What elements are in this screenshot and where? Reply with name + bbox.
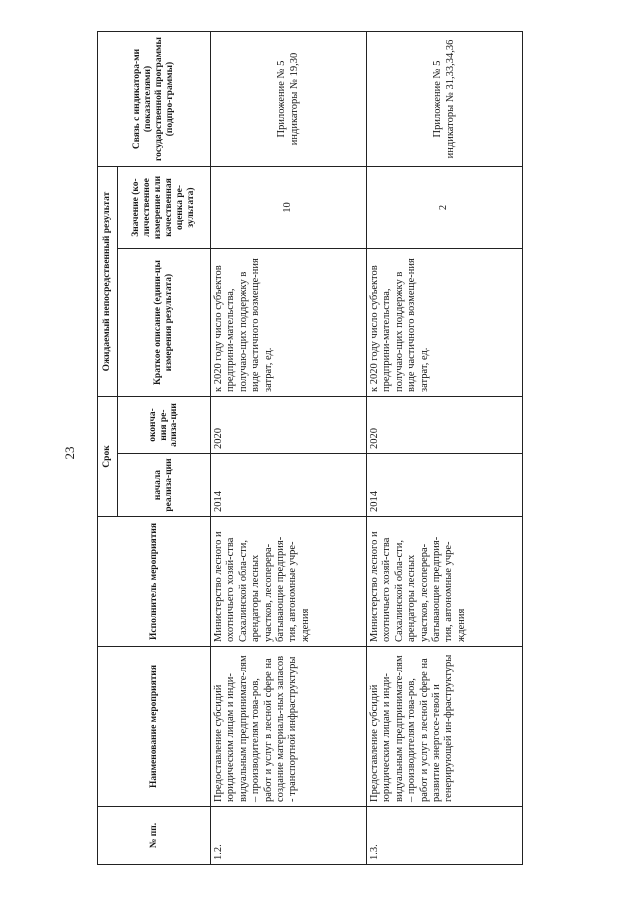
header-row-top	[98, 32, 118, 865]
row-link: Приложение № 5 индикаторы № 19,30	[211, 32, 367, 167]
header-link: Связь с индикатора-ми (показателями) государственной программы (подпро-граммы)	[98, 32, 211, 167]
table-row	[367, 32, 523, 865]
header-result-desc: Краткое описание (едини-цы измерения результата)	[118, 249, 211, 397]
row-desc: к 2020 году число субъектов предприни-мательства, получаю-щих поддержку в виде частичного возмеще-ния затрат, ед.	[367, 249, 523, 397]
header-term-end: оконча-ния ре-ализа-ции	[118, 397, 211, 454]
row-name: Предоставление субсидий юридическим лицам и инди-видуальным предпринимате-лям – производителям това-ров, работ и услуг в лесной сфере на создание материаль-ных запасов - транспортной инфраструктуры	[211, 647, 367, 807]
row-num: 1.2.	[211, 807, 367, 865]
header-term-start: начала реализа-ции	[118, 454, 211, 517]
row-start: 2014	[211, 454, 367, 517]
header-term: Срок	[98, 397, 118, 517]
header-name: Наименование мероприятия	[98, 647, 211, 807]
row-value: 2	[367, 167, 523, 249]
row-num: 1.3.	[367, 807, 523, 865]
header-executor: Исполнитель мероприятия	[98, 517, 211, 647]
row-executor: Министерство лесного и охотничьего хозяй-ства Сахалинской обла-сти, арендаторы лесных участков, лесоперера-батывающие предприя-тия, автономные учре-ждения	[367, 517, 523, 647]
header-num: № пп.	[98, 807, 211, 865]
row-end: 2020	[211, 397, 367, 454]
page-number: 23	[62, 446, 77, 460]
row-value: 10	[211, 167, 367, 249]
table-row	[211, 32, 367, 865]
header-result: Ожидаемый непосредственный результат	[98, 167, 118, 397]
row-name: Предоставление субсидий юридическим лицам и инди-видуальным предпринимате-лям – производителям това-ров, работ и услуг в лесной сфере на развитие энергосе-тевой и генерирующей ин-фраструктуры	[367, 647, 523, 807]
row-start: 2014	[367, 454, 523, 517]
measures-table	[97, 31, 523, 865]
row-link: Приложение № 5 индикаторы № 31,33,34,36	[367, 32, 523, 167]
row-executor: Министерство лесного и охотничьего хозяй-ства Сахалинской обла-сти, арендаторы лесных участков, лесоперера-батывающие предприя-тия, автономные учре-ждения	[211, 517, 367, 647]
rotated-table-container	[97, 32, 522, 865]
header-result-value: Значение (ко-личественное измерение или качественная оценка ре-зультата)	[118, 167, 211, 249]
row-desc: к 2020 году число субъектов предприни-мательства, получаю-щих поддержку в виде частичного возмеще-ния затрат, ед.	[211, 249, 367, 397]
row-end: 2020	[367, 397, 523, 454]
